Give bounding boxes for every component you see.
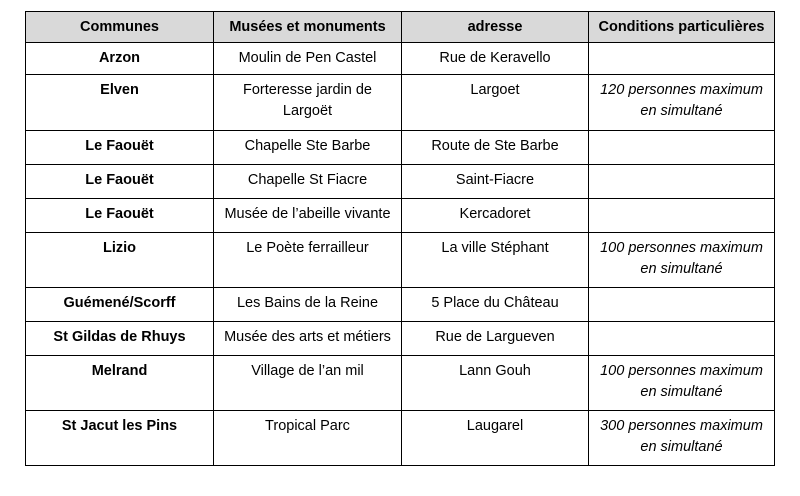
table-row xyxy=(26,411,775,466)
table-row xyxy=(26,165,775,199)
adresse-cell: 5 Place du Château xyxy=(402,288,589,322)
header-row xyxy=(26,12,775,43)
conditions-cell xyxy=(589,165,775,199)
conditions-cell xyxy=(589,322,775,356)
table-row xyxy=(26,75,775,131)
adresse-cell: Rue de Largueven xyxy=(402,322,589,356)
header-conditions: Conditions particulières xyxy=(589,12,775,43)
commune-cell: Arzon xyxy=(26,43,214,75)
commune-cell: Lizio xyxy=(26,233,214,288)
table-row xyxy=(26,322,775,356)
table-row xyxy=(26,43,775,75)
conditions-cell xyxy=(589,288,775,322)
header-adresse: adresse xyxy=(402,12,589,43)
conditions-cell xyxy=(589,43,775,75)
table-row xyxy=(26,356,775,411)
adresse-cell: Route de Ste Barbe xyxy=(402,131,589,165)
header-communes: Communes xyxy=(26,12,214,43)
adresse-cell: Largoet xyxy=(402,75,589,131)
commune-cell: Le Faouët xyxy=(26,131,214,165)
conditions-cell: 300 personnes maximum en simultané xyxy=(589,411,775,466)
site-cell: Moulin de Pen Castel xyxy=(214,43,402,75)
site-cell: Musée de l’abeille vivante xyxy=(214,199,402,233)
conditions-cell xyxy=(589,199,775,233)
commune-cell: St Gildas de Rhuys xyxy=(26,322,214,356)
site-cell: Tropical Parc xyxy=(214,411,402,466)
commune-cell: St Jacut les Pins xyxy=(26,411,214,466)
table-row xyxy=(26,288,775,322)
commune-cell: Le Faouët xyxy=(26,165,214,199)
commune-cell: Melrand xyxy=(26,356,214,411)
conditions-cell: 120 personnes maximum en simultané xyxy=(589,75,775,131)
museums-table xyxy=(25,11,775,466)
conditions-cell xyxy=(589,131,775,165)
table-row xyxy=(26,233,775,288)
table-row xyxy=(26,199,775,233)
conditions-cell: 100 personnes maximum en simultané xyxy=(589,233,775,288)
commune-cell: Elven xyxy=(26,75,214,131)
site-cell: Chapelle Ste Barbe xyxy=(214,131,402,165)
adresse-cell: Saint-Fiacre xyxy=(402,165,589,199)
site-cell: Chapelle St Fiacre xyxy=(214,165,402,199)
adresse-cell: Lann Gouh xyxy=(402,356,589,411)
commune-cell: Guémené/Scorff xyxy=(26,288,214,322)
adresse-cell: Laugarel xyxy=(402,411,589,466)
site-cell: Musée des arts et métiers xyxy=(214,322,402,356)
adresse-cell: Kercadoret xyxy=(402,199,589,233)
adresse-cell: La ville Stéphant xyxy=(402,233,589,288)
site-cell: Village de l’an mil xyxy=(214,356,402,411)
site-cell: Le Poète ferrailleur xyxy=(214,233,402,288)
site-cell: Les Bains de la Reine xyxy=(214,288,402,322)
table-row xyxy=(26,131,775,165)
conditions-cell: 100 personnes maximum en simultané xyxy=(589,356,775,411)
header-musees-monuments: Musées et monuments xyxy=(214,12,402,43)
site-cell: Forteresse jardin de Largoët xyxy=(214,75,402,131)
commune-cell: Le Faouët xyxy=(26,199,214,233)
adresse-cell: Rue de Keravello xyxy=(402,43,589,75)
